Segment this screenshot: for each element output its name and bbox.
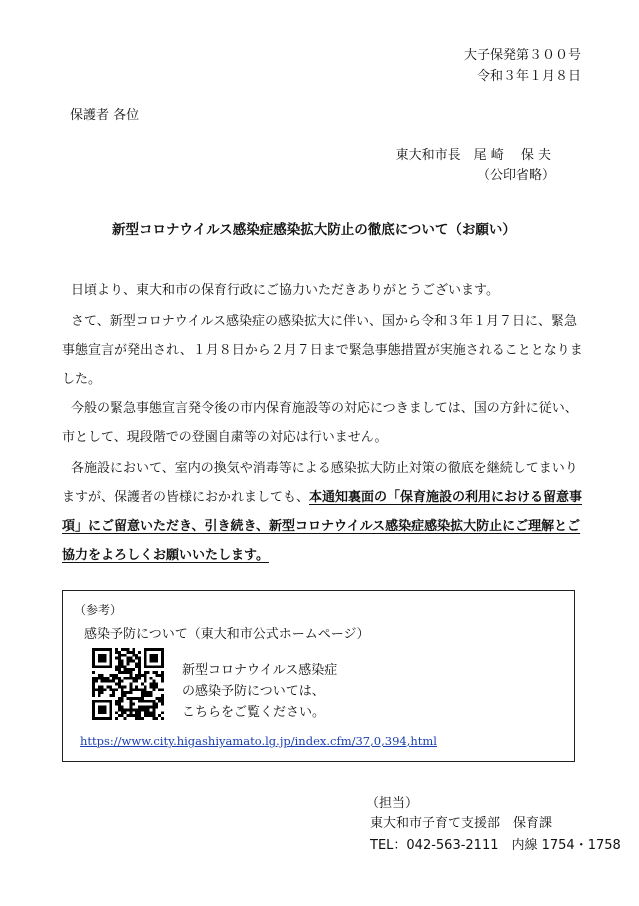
contact-telephone: TEL：042-563-2111 内線 1754・1758 (370, 838, 621, 853)
body-paragraph-1: 日頃より、東大和市の保育行政にご協力いただきありがとうございます。 (71, 283, 499, 298)
seal-omitted-note: （公印省略） (476, 168, 555, 183)
body-paragraph-3-line-2: 市として、現段階での登園自粛等の対応は行いません。 (62, 430, 388, 445)
reference-url-link[interactable]: https://www.city.higashiyamato.lg.jp/index.cfm/37,0,394,html (80, 734, 437, 748)
addressee: 保護者 各位 (70, 108, 140, 123)
body-paragraph-4-line-3: 項」にご留意いただき、引き続き、新型コロナウイルス感染症感染拡大防止にご理解とご (62, 519, 581, 534)
body-paragraph-4-line-2 (62, 491, 582, 504)
body-paragraph-3-line-1: 今般の緊急事態宣言発令後の市内保育施設等の対応につきましては、国の方針に従い、 (71, 401, 578, 416)
document-title: 新型コロナウイルス感染症感染拡大防止の徹底について（お願い） (112, 222, 516, 238)
reference-description-line-3: こちらをご覧ください。 (182, 705, 326, 720)
reference-heading: 感染予防について（東大和市公式ホームページ） (84, 627, 370, 642)
body-paragraph-2-line-3: した。 (62, 372, 102, 387)
reference-description-line-2: の感染予防については、 (182, 684, 325, 699)
contact-department: 東大和市子育て支援部 保育課 (370, 816, 553, 831)
body-paragraph-4-emphasis: 本通知裏面の「保育施設の利用における留意事 (309, 490, 583, 505)
contact-label: （担当） (366, 796, 419, 811)
body-paragraph-4-plain: ますが、保護者の皆様におかれましても、 (62, 490, 310, 505)
body-paragraph-4-line-1: 各施設において、室内の換気や消毒等による感染拡大防止対策の徹底を継続してまいり (71, 461, 578, 476)
body-paragraph-2-line-2: 事態宣言が発出され、１月８日から２月７日まで緊急事態措置が実施されることとなりま (62, 343, 583, 358)
document-number: 大子保発第３００号 (463, 48, 581, 63)
sender-name: 東大和市長 尾 崎 保 夫 (395, 148, 551, 163)
body-paragraph-4-line-4: 協力をよろしくお願いいたします。 (62, 548, 269, 563)
reference-label: （参考） (74, 603, 123, 617)
issue-date: 令和３年１月８日 (476, 69, 581, 84)
qr-code-icon[interactable] (92, 648, 164, 720)
body-paragraph-2-line-1: さて、新型コロナウイルス感染症の感染拡大に伴い、国から令和３年１月７日に、緊急 (71, 314, 577, 329)
reference-description-line-1: 新型コロナウイルス感染症 (182, 663, 338, 678)
